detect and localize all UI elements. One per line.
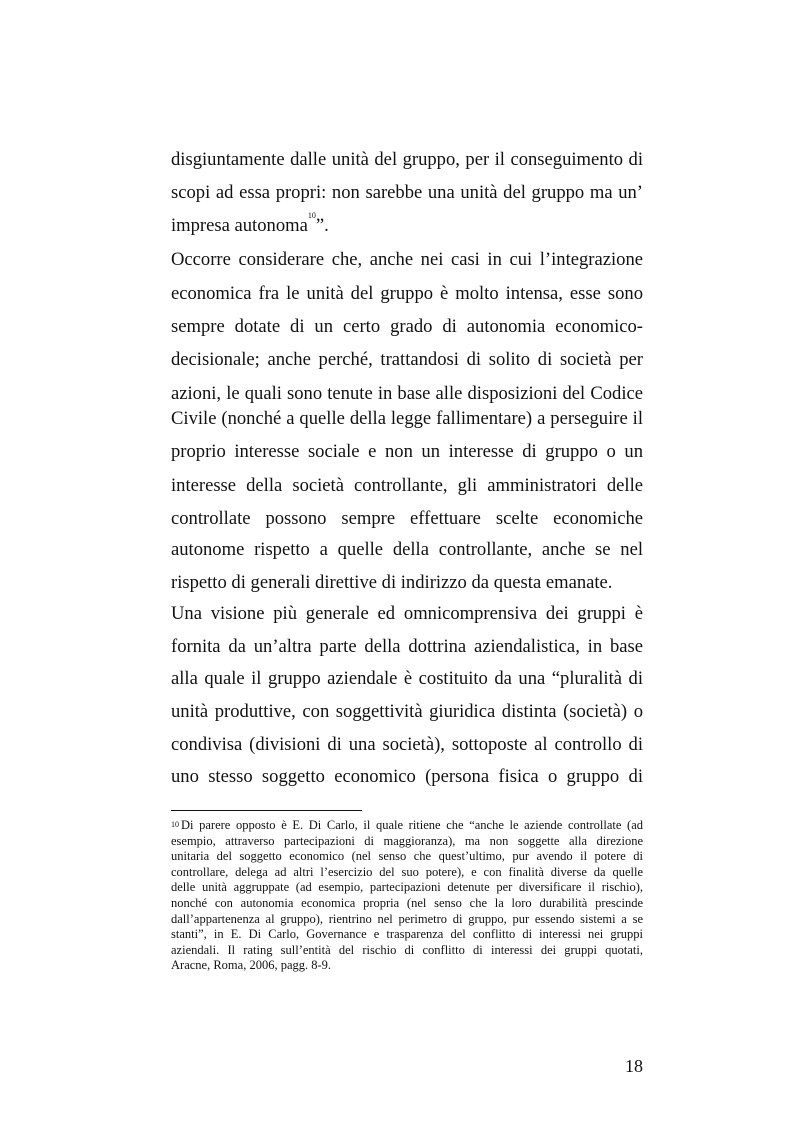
body-line: sempre dotate di un certo grado di autonomia economico- <box>171 316 643 337</box>
footnote-line-text: Di parere opposto è E. Di Carlo, il quale ritiene che “anche le aziende controllate (ad <box>181 818 643 832</box>
body-line-text: ”. <box>315 215 329 236</box>
body-line-with-footnote <box>171 211 643 238</box>
body-line: azioni, le quali sono tenute in base alle disposizioni del Codice <box>171 383 643 404</box>
footnote-line: dall’appartenenza al gruppo), rientrino nel perimetro di gruppo, pur essendo sistemi a se <box>171 911 643 926</box>
footnote-reference: 10 <box>307 211 316 220</box>
footnote-line: Aracne, Roma, 2006, pagg. 8-9. <box>171 958 332 973</box>
body-line: Una visione più generale ed omnicomprensiva dei gruppi è <box>171 603 643 624</box>
footnote-line: esempio, attraverso partecipazioni di maggioranza), ma non soggette alla direzione <box>171 833 643 848</box>
body-line: scopi ad essa propri: non sarebbe una unità del gruppo ma un’ <box>171 182 643 203</box>
footnote-number: 10 <box>171 820 179 829</box>
body-line: alla quale il gruppo aziendale è costituito da una “pluralità di <box>171 668 643 689</box>
body-line: Civile (nonché a quelle della legge fallimentare) a perseguire il <box>171 408 643 429</box>
body-line: decisionale; anche perché, trattandosi di solito di società per <box>171 349 643 370</box>
footnote-line <box>171 818 643 834</box>
body-line: economica fra le unità del gruppo è molto intensa, esse sono <box>171 283 643 304</box>
body-line: Occorre considerare che, anche nei casi in cui l’integrazione <box>171 249 643 270</box>
body-line: interesse della società controllante, gli amministratori delle <box>171 475 643 496</box>
body-line: condivisa (divisioni di una società), sottoposte al controllo di <box>171 734 643 755</box>
footnote-separator <box>171 810 362 811</box>
body-line: unità produttive, con soggettività giuridica distinta (società) o <box>171 701 643 722</box>
body-line: uno stesso soggetto economico (persona fisica o gruppo di <box>171 766 643 787</box>
footnote <box>171 818 643 974</box>
footnote-line: unitaria del soggetto economico (nel senso che quest’ultimo, pur avendo il potere di <box>171 849 643 864</box>
body-line: proprio interesse sociale e non un interesse di gruppo o un <box>171 441 643 462</box>
body-line-text: impresa autonoma <box>171 215 308 236</box>
footnote-line: controllare, delega ad altri l’esercizio del suo potere), e con finalità diverse da quelle <box>171 864 643 879</box>
page-number: 18 <box>625 1056 643 1076</box>
body-line: fornita da un’altra parte della dottrina aziendalistica, in base <box>171 636 643 657</box>
body-line: disgiuntamente dalle unità del gruppo, per il conseguimento di <box>171 149 643 170</box>
body-line: rispetto di generali direttive di indirizzo da questa emanate. <box>171 572 613 593</box>
footnote-line: nonché con autonomia economica propria (nel senso che la loro durabilità prescinde <box>171 895 643 910</box>
footnote-line: delle unità aggruppate (ad esempio, partecipazioni detenute per diversificare il rischio), <box>171 880 643 895</box>
body-line: autonome rispetto a quelle della controllante, anche se nel <box>171 539 643 560</box>
body-line: controllate possono sempre effettuare scelte economiche <box>171 508 643 529</box>
footnote-line: aziendali. Il rating sull’entità del rischio di conflitto di interessi dei gruppi quotati, <box>171 942 643 957</box>
footnote-line: stanti”, in E. Di Carlo, Governance e trasparenza del conflitto di interessi nei gruppi <box>171 927 643 942</box>
